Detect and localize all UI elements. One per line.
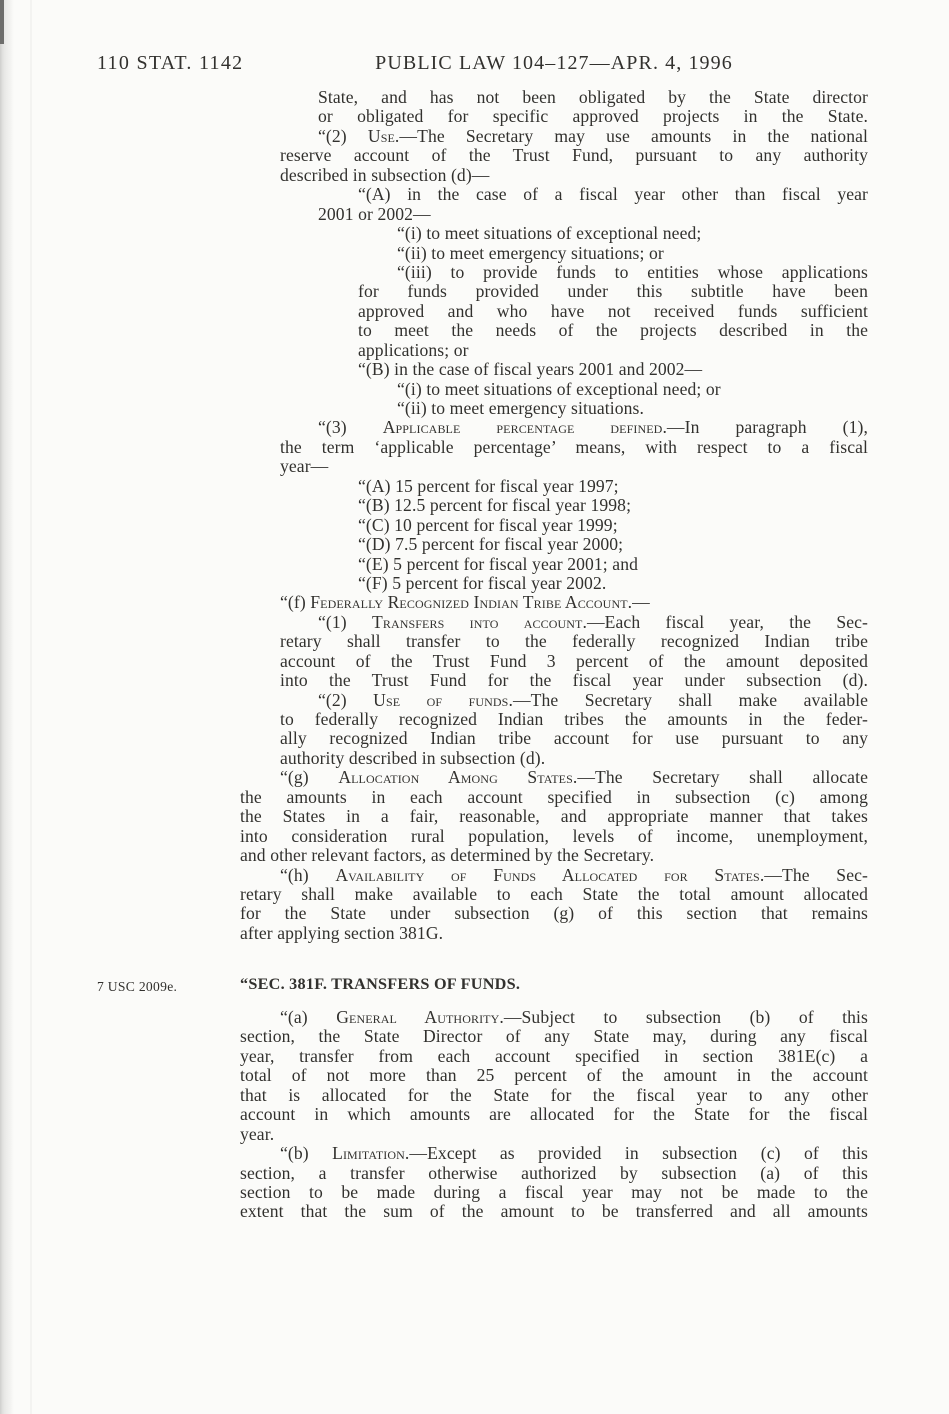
text-run: into the Trust Fund for the fiscal year under subsection (d). xyxy=(280,670,868,691)
text-line xyxy=(240,1125,868,1144)
small-caps-run: Use xyxy=(367,125,395,146)
small-caps-run: Transfers into account xyxy=(372,611,583,632)
text-run: “(3) xyxy=(318,417,383,438)
text-run: that is allocated for the State for the fiscal year to any other xyxy=(240,1084,868,1105)
text-run: “(iii) to provide funds to entities whose applications xyxy=(397,261,868,282)
text-line xyxy=(240,827,868,846)
text-line xyxy=(318,127,868,146)
text-line xyxy=(240,1105,868,1124)
text-run: section to be made during a fiscal year may not be made to the xyxy=(240,1181,868,1202)
small-caps-run: Limitation xyxy=(332,1143,405,1164)
text-line xyxy=(318,205,868,224)
text-line xyxy=(280,1008,868,1027)
text-run: year, transfer from each account specified in section 381E(c) a xyxy=(240,1045,868,1066)
statute-body-block-2 xyxy=(240,1008,868,1222)
text-run: .—The Secretary may use amounts in the national xyxy=(394,125,868,146)
small-caps-run: Applicable percentage defined xyxy=(382,417,663,438)
text-line xyxy=(318,691,868,710)
text-run: reserve account of the Trust Fund, pursuant to any authority xyxy=(280,145,868,166)
text-run: “(2) xyxy=(318,125,368,146)
text-line xyxy=(240,1202,868,1221)
text-run: the term ‘applicable percentage’ means, with respect to a fiscal xyxy=(280,436,868,457)
text-run: “(i) to meet situations of exceptional need; xyxy=(397,223,702,244)
text-line xyxy=(358,360,868,379)
text-run: “(ii) to meet emergency situations; or xyxy=(397,242,664,263)
text-run: for the State under subsection (g) of this section that remains xyxy=(240,903,868,924)
text-line xyxy=(318,88,868,107)
text-run: “(g) xyxy=(280,767,339,788)
text-run: “(B) 12.5 percent for fiscal year 1998; xyxy=(358,495,632,516)
small-caps-run: Availability of Funds Allocated for States xyxy=(335,864,760,885)
text-run: described in subsection (d)— xyxy=(280,164,490,185)
text-run: State, and has not been obligated by the State director xyxy=(318,87,868,107)
text-line xyxy=(280,671,868,690)
text-run: “(i) to meet situations of exceptional need; or xyxy=(397,378,721,399)
small-caps-run: Allocation Among States xyxy=(338,767,573,788)
text-run: and other relevant factors, as determined by the Secretary. xyxy=(240,845,655,866)
text-run: .—In paragraph (1), xyxy=(662,417,868,438)
text-line xyxy=(358,185,868,204)
text-run: extent that the sum of the amount to be transferred and all amounts xyxy=(240,1201,868,1222)
text-run: to federally recognized Indian tribes the amounts in the feder- xyxy=(280,709,868,729)
text-run: “(C) 10 percent for fiscal year 1999; xyxy=(358,514,618,535)
text-line xyxy=(280,768,868,787)
text-line xyxy=(397,244,868,263)
text-run: .—The Secretary shall make available xyxy=(508,689,868,710)
text-run: 2001 or 2002— xyxy=(318,203,431,224)
text-line xyxy=(280,1144,868,1163)
text-line xyxy=(358,302,868,321)
text-run: the States in a fair, reasonable, and appropriate manner that takes xyxy=(240,806,868,827)
text-run: .—Except as provided in subsection (c) of this xyxy=(404,1143,868,1164)
scan-corner-artifact xyxy=(0,0,4,44)
usc-margin-note: 7 USC 2009e. xyxy=(97,979,178,994)
text-line xyxy=(318,107,868,126)
text-line xyxy=(280,729,868,748)
text-line xyxy=(240,846,868,865)
text-run: applications; or xyxy=(358,339,469,360)
text-line xyxy=(280,593,868,612)
text-run: “(b) xyxy=(280,1143,333,1164)
text-run: ally recognized Indian tribe account for use pursuant to any xyxy=(280,728,868,749)
text-run: “(2) xyxy=(318,689,374,710)
text-line xyxy=(358,535,868,554)
text-run: account in which amounts are allocated for the State for the fiscal xyxy=(240,1104,868,1125)
text-run: to meet the needs of the projects described in the xyxy=(358,320,868,341)
text-line xyxy=(397,224,868,243)
text-line xyxy=(240,904,868,923)
text-run: or obligated for specific approved projects in the State. xyxy=(318,106,868,127)
text-line xyxy=(358,282,868,301)
text-line xyxy=(240,1164,868,1183)
stat-page-number: 110 STAT. 1142 xyxy=(97,52,244,74)
law-title-wrap xyxy=(240,52,868,75)
text-line xyxy=(240,1183,868,1202)
text-run: retary shall make available to each State the total amount allocated xyxy=(240,883,868,904)
text-run: “(A) 15 percent for fiscal year 1997; xyxy=(358,475,619,496)
text-line xyxy=(358,477,868,496)
scan-streak-artifact xyxy=(30,0,32,1414)
text-line xyxy=(358,496,868,515)
text-line xyxy=(280,866,868,885)
text-run: section, the State Director of any State may, during any fiscal xyxy=(240,1026,868,1047)
text-line xyxy=(280,632,868,651)
text-run: into consideration rural population, levels of income, unemployment, xyxy=(240,825,868,846)
text-line xyxy=(240,885,868,904)
text-run: .— xyxy=(627,592,650,613)
text-run: approved and who have not received funds sufficient xyxy=(358,300,868,321)
text-run: “(1) xyxy=(318,611,373,632)
text-run: the amounts in each account specified in subsection (c) among xyxy=(240,786,868,807)
page-header xyxy=(0,52,949,78)
text-line xyxy=(240,807,868,826)
text-run: “(A) in the case of a fiscal year other than fiscal year xyxy=(358,184,868,205)
text-run: “(B) in the case of fiscal years 2001 and 2002— xyxy=(358,359,703,380)
text-run: “(ii) to meet emergency situations. xyxy=(397,398,644,418)
text-line xyxy=(397,380,868,399)
text-line xyxy=(280,146,868,165)
text-line xyxy=(318,613,868,632)
text-line xyxy=(358,341,868,360)
text-run: authority described in subsection (d). xyxy=(280,747,546,768)
text-line xyxy=(280,710,868,729)
text-line xyxy=(280,438,868,457)
text-run: .—Subject to subsection (b) of this xyxy=(499,1007,868,1027)
scan-edge-artifact xyxy=(0,0,14,1414)
text-run: .—Each fiscal year, the Sec- xyxy=(582,611,868,632)
text-line xyxy=(397,399,868,418)
small-caps-run: Use of funds xyxy=(373,689,509,710)
text-run: total of not more than 25 percent of the amount in the account xyxy=(240,1065,868,1086)
text-line xyxy=(280,457,868,476)
small-caps-run: General Authority xyxy=(336,1007,500,1027)
text-line xyxy=(240,1027,868,1046)
text-run: year— xyxy=(280,456,329,477)
text-run: “(a) xyxy=(280,1007,337,1027)
text-run: “(F) 5 percent for fiscal year 2002. xyxy=(358,572,607,593)
text-run: after applying section 381G. xyxy=(240,922,444,943)
text-line xyxy=(280,166,868,185)
text-run: account of the Trust Fund 3 percent of the amount deposited xyxy=(280,650,868,671)
small-caps-run: Federally Recognized Indian Tribe Account xyxy=(310,592,628,613)
text-line xyxy=(240,1047,868,1066)
text-run: .—The Sec- xyxy=(759,864,868,885)
text-line xyxy=(358,555,868,574)
text-line xyxy=(358,516,868,535)
text-line xyxy=(280,652,868,671)
text-run: section, a transfer otherwise authorized by subsection (a) of this xyxy=(240,1162,868,1183)
text-line xyxy=(318,418,868,437)
text-run: .—The Secretary shall allocate xyxy=(572,767,868,788)
text-line xyxy=(240,924,868,943)
text-line xyxy=(240,788,868,807)
text-run: “(f) xyxy=(280,592,311,613)
text-run: year. xyxy=(240,1123,275,1144)
section-heading: “SEC. 381F. TRANSFERS OF FUNDS. xyxy=(240,975,521,993)
text-line xyxy=(397,263,868,282)
text-line xyxy=(358,574,868,593)
public-law-title: PUBLIC LAW 104–127—APR. 4, 1996 xyxy=(375,52,733,74)
text-run: “(h) xyxy=(280,864,336,885)
text-line xyxy=(240,1066,868,1085)
text-line xyxy=(280,749,868,768)
text-run: “(E) 5 percent for fiscal year 2001; and xyxy=(358,553,638,574)
text-run: retary shall transfer to the federally recognized Indian tribe xyxy=(280,631,868,652)
text-run: for funds provided under this subtitle have been xyxy=(358,281,868,302)
text-line xyxy=(240,1086,868,1105)
text-line xyxy=(358,321,868,340)
statute-body-block-1 xyxy=(240,88,868,943)
text-run: “(D) 7.5 percent for fiscal year 2000; xyxy=(358,534,624,555)
